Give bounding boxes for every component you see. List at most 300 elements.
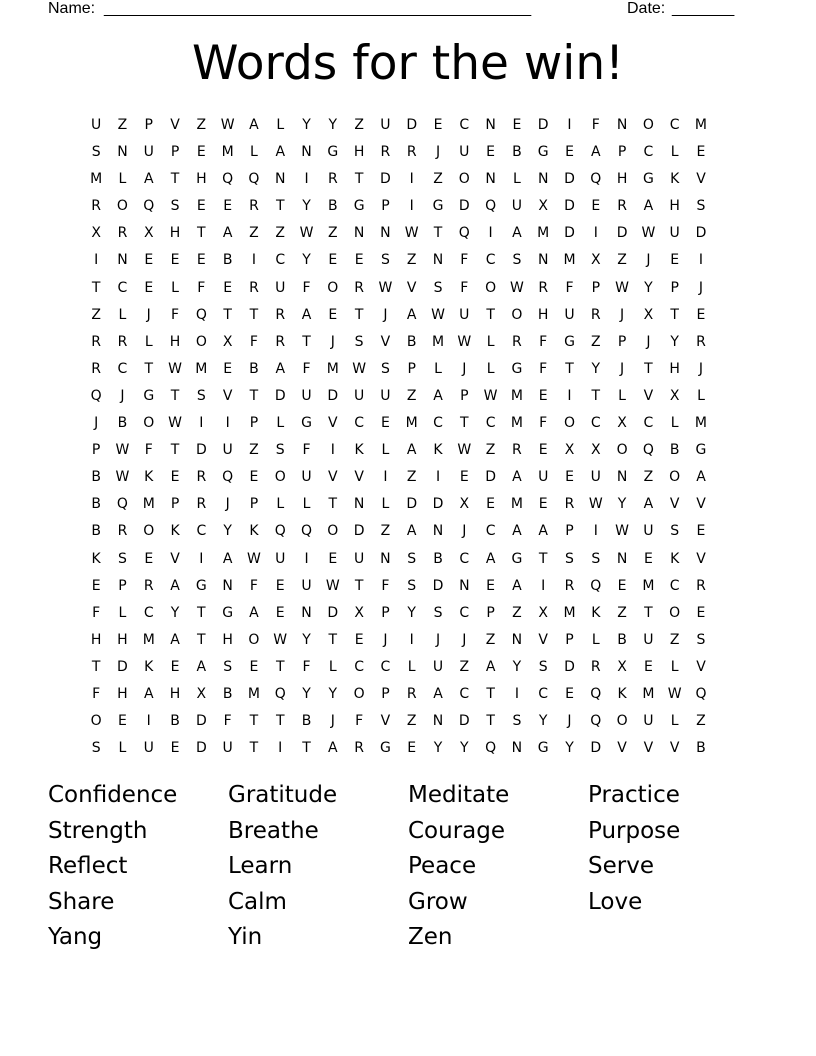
grid-cell: V xyxy=(328,415,338,432)
grid-cell: C xyxy=(459,685,470,702)
grid-cell: E xyxy=(170,658,180,675)
grid-cell: Q xyxy=(195,306,207,323)
grid-cell: M xyxy=(90,171,103,188)
grid-cell: F xyxy=(197,279,206,296)
grid-cell: E xyxy=(591,198,601,215)
grid-cell: G xyxy=(564,333,575,350)
grid-cell: A xyxy=(222,225,233,242)
grid-cell: H xyxy=(669,360,680,377)
grid-row xyxy=(83,600,739,627)
grid-cell: L xyxy=(118,306,127,323)
grid-cell: Z xyxy=(669,631,680,648)
grid-cell: Z xyxy=(249,225,259,242)
grid-cell: I xyxy=(541,577,546,594)
name-label: Name: xyxy=(48,0,96,17)
grid-cell: R xyxy=(275,306,286,323)
grid-cell: L xyxy=(328,658,337,675)
grid-cell: L xyxy=(670,658,679,675)
grid-cell: C xyxy=(143,604,154,621)
grid-cell: N xyxy=(432,252,444,269)
grid-cell: I xyxy=(146,713,151,730)
grid-cell: O xyxy=(90,713,102,730)
grid-cell: J xyxy=(462,360,467,377)
grid-cell: F xyxy=(302,442,311,459)
grid-cell: Z xyxy=(196,117,207,133)
grid-cell: A xyxy=(512,225,522,242)
grid-cell: U xyxy=(459,144,470,161)
grid-cell: N xyxy=(511,740,523,757)
grid-cell: E xyxy=(643,658,653,675)
grid-cell: N xyxy=(353,496,365,513)
grid-cell: Q xyxy=(301,523,313,540)
grid-cell: R xyxy=(696,333,706,350)
grid-cell: D xyxy=(195,713,207,730)
grid-cell: N xyxy=(537,171,549,188)
grid-cell: A xyxy=(643,198,654,215)
grid-cell: X xyxy=(538,604,548,621)
grid-row xyxy=(83,139,739,166)
grid-cell: J xyxy=(120,387,125,404)
grid-cell: Y xyxy=(591,360,601,377)
header xyxy=(48,0,748,20)
grid-row xyxy=(83,410,739,437)
grid-cell: R xyxy=(564,496,575,513)
grid-cell: C xyxy=(196,523,207,540)
grid-cell: P xyxy=(381,685,390,702)
grid-cell: J xyxy=(646,252,651,269)
grid-cell: G xyxy=(143,387,155,404)
grid-cell: K xyxy=(144,658,154,675)
grid-cell: D xyxy=(695,225,707,242)
grid-cell: H xyxy=(196,171,207,188)
grid-cell: Z xyxy=(91,306,101,323)
grid-cell: D xyxy=(274,387,286,404)
grid-cell: E xyxy=(275,604,285,621)
grid-cell: R xyxy=(91,333,102,350)
grid-cell: L xyxy=(697,387,705,404)
grid-cell: E xyxy=(459,469,469,486)
grid-cell: E xyxy=(354,252,364,269)
grid-cell: J xyxy=(225,496,230,513)
grid-cell: Z xyxy=(485,631,496,648)
word-list-item: Learn xyxy=(228,853,293,880)
grid-cell: W xyxy=(615,279,629,296)
grid-cell: J xyxy=(620,360,625,377)
grid-cell: O xyxy=(616,442,628,459)
grid-cell: W xyxy=(168,415,182,432)
grid-cell: X xyxy=(143,225,154,242)
grid-cell: Q xyxy=(590,577,602,594)
grid-cell: W xyxy=(588,496,603,513)
grid-cell: S xyxy=(433,279,443,296)
grid-cell: T xyxy=(197,225,206,242)
grid-cell: G xyxy=(511,550,523,567)
grid-cell: T xyxy=(197,604,206,621)
grid-cell: H xyxy=(117,685,128,702)
grid-cell: N xyxy=(222,577,233,594)
grid-cell: Z xyxy=(512,604,522,621)
grid-cell: U xyxy=(538,469,549,486)
grid-cell: Q xyxy=(274,523,286,540)
grid-cell: L xyxy=(381,442,390,459)
grid-cell: D xyxy=(327,387,339,404)
grid-cell: R xyxy=(249,198,259,215)
grid-cell: R xyxy=(354,279,364,296)
grid-cell: E xyxy=(144,550,154,567)
word-list-item: Courage xyxy=(408,817,506,844)
grid-cell: S xyxy=(118,550,127,567)
word-list-row xyxy=(48,814,768,850)
grid-cell: E xyxy=(144,279,154,296)
grid-row xyxy=(83,275,739,302)
grid-cell: E xyxy=(223,279,233,296)
grid-cell: E xyxy=(328,306,338,323)
grid-cell: J xyxy=(383,306,388,323)
grid-cell: A xyxy=(275,360,286,377)
grid-cell: I xyxy=(304,550,309,567)
grid-cell: K xyxy=(91,550,101,567)
grid-cell: S xyxy=(433,604,443,621)
grid-row xyxy=(83,546,739,573)
grid-cell: U xyxy=(222,740,233,757)
grid-cell: S xyxy=(565,550,574,567)
grid-cell: A xyxy=(196,658,207,675)
grid-cell: K xyxy=(144,469,154,486)
grid-cell: O xyxy=(248,631,260,648)
grid-cell: Y xyxy=(433,740,443,757)
grid-cell: D xyxy=(590,740,602,757)
grid-cell: F xyxy=(92,685,101,702)
date-field[interactable]: _______ xyxy=(672,0,735,17)
grid-cell: E xyxy=(538,496,548,513)
grid-cell: G xyxy=(537,144,549,161)
grid-cell: K xyxy=(433,442,443,459)
word-list-row xyxy=(48,849,768,885)
grid-cell: T xyxy=(460,415,469,432)
grid-cell: H xyxy=(169,333,181,350)
grid-cell: D xyxy=(432,577,444,594)
grid-cell: W xyxy=(667,685,682,702)
grid-cell: N xyxy=(432,713,444,730)
grid-cell: Z xyxy=(406,252,417,269)
grid-cell: O xyxy=(327,279,339,296)
grid-cell: U xyxy=(643,523,654,540)
grid-cell: F xyxy=(539,415,548,432)
word-list-item: Peace xyxy=(408,853,477,880)
grid-cell: Q xyxy=(695,685,707,702)
word-list-item: Zen xyxy=(408,924,453,951)
grid-cell: Y xyxy=(302,685,311,702)
grid-cell: D xyxy=(564,171,575,188)
grid-cell: R xyxy=(354,740,364,757)
grid-cell: P xyxy=(170,496,180,513)
grid-cell: M xyxy=(195,360,208,377)
word-list xyxy=(48,778,768,956)
grid-cell: C xyxy=(459,550,470,567)
grid-cell: B xyxy=(222,252,233,269)
grid-cell: Q xyxy=(116,496,128,513)
grid-cell: F xyxy=(539,333,548,350)
grid-cell: A xyxy=(485,550,496,567)
grid-row xyxy=(83,247,739,274)
grid-cell: J xyxy=(462,631,467,648)
grid-cell: W xyxy=(168,360,182,377)
grid-cell: D xyxy=(616,225,628,242)
grid-cell: I xyxy=(225,415,230,432)
grid-cell: K xyxy=(249,523,259,540)
grid-cell: E xyxy=(170,469,180,486)
grid-cell: M xyxy=(142,631,155,648)
grid-cell: T xyxy=(275,713,285,730)
grid-cell: X xyxy=(617,415,627,432)
grid-cell: W xyxy=(378,279,393,296)
grid-cell: D xyxy=(353,523,365,540)
grid-cell: A xyxy=(406,306,417,323)
grid-cell: Z xyxy=(643,469,654,486)
grid-cell: B xyxy=(617,631,627,648)
grid-cell: I xyxy=(593,523,598,540)
grid-cell: C xyxy=(643,144,654,161)
letter-grid xyxy=(83,112,739,762)
grid-cell: V xyxy=(669,496,680,513)
grid-cell: P xyxy=(460,387,469,404)
grid-cell: G xyxy=(222,604,234,621)
grid-cell: E xyxy=(643,550,653,567)
grid-cell: U xyxy=(459,306,470,323)
grid-cell: Y xyxy=(617,496,627,513)
grid-cell: E xyxy=(275,577,285,594)
grid-cell: X xyxy=(91,225,101,242)
grid-row xyxy=(83,654,739,681)
grid-cell: E xyxy=(328,252,338,269)
grid-cell: P xyxy=(591,279,601,296)
grid-cell: B xyxy=(222,685,233,702)
grid-cell: E xyxy=(328,550,338,567)
grid-cell: T xyxy=(354,171,364,188)
grid-cell: M xyxy=(510,415,523,432)
grid-cell: T xyxy=(354,577,364,594)
grid-cell: R xyxy=(538,279,549,296)
grid-cell: L xyxy=(276,496,285,513)
grid-cell: Z xyxy=(117,117,128,133)
grid-cell: N xyxy=(301,604,312,621)
grid-cell: P xyxy=(249,415,259,432)
grid-cell: C xyxy=(117,360,128,377)
grid-cell: W xyxy=(457,442,472,459)
grid-cell: A xyxy=(406,442,417,459)
grid-cell: A xyxy=(170,577,180,594)
grid-cell: G xyxy=(537,740,549,757)
grid-cell: E xyxy=(407,740,417,757)
grid-cell: D xyxy=(432,496,444,513)
grid-cell: Z xyxy=(406,469,417,486)
grid-cell: U xyxy=(643,631,654,648)
word-list-item: Strength xyxy=(48,817,148,844)
grid-cell: Q xyxy=(590,685,602,702)
grid-row xyxy=(83,735,739,762)
grid-cell: C xyxy=(459,117,470,133)
grid-cell: T xyxy=(197,631,206,648)
grid-cell: A xyxy=(301,306,312,323)
grid-cell: D xyxy=(564,225,575,242)
grid-cell: P xyxy=(118,577,127,594)
grid-cell: N xyxy=(301,144,312,161)
grid-cell: T xyxy=(275,198,285,215)
grid-cell: Q xyxy=(274,685,286,702)
grid-cell: E xyxy=(696,306,706,323)
grid-cell: L xyxy=(407,658,416,675)
word-list-item: Serve xyxy=(588,853,654,880)
grid-cell: G xyxy=(379,740,391,757)
grid-cell: D xyxy=(195,740,207,757)
grid-row xyxy=(83,329,739,356)
grid-row xyxy=(83,627,739,654)
grid-cell: U xyxy=(275,279,286,296)
grid-cell: R xyxy=(275,333,286,350)
grid-cell: Y xyxy=(302,198,311,215)
grid-cell: Q xyxy=(458,225,470,242)
grid-cell: U xyxy=(380,387,391,404)
grid-cell: K xyxy=(170,523,180,540)
grid-cell: R xyxy=(406,685,417,702)
grid-cell: N xyxy=(117,144,128,161)
grid-cell: Y xyxy=(670,333,679,350)
grid-row xyxy=(83,437,739,464)
grid-cell: X xyxy=(196,685,207,702)
grid-cell: O xyxy=(116,198,128,215)
grid-cell: S xyxy=(223,658,233,675)
grid-cell: I xyxy=(304,171,309,188)
grid-cell: Y xyxy=(328,685,338,702)
grid-cell: S xyxy=(275,442,285,459)
grid-cell: M xyxy=(694,415,708,432)
grid-cell: U xyxy=(222,442,233,459)
grid-row xyxy=(83,708,739,735)
grid-cell: E xyxy=(512,117,522,133)
grid-cell: D xyxy=(195,442,207,459)
grid-row xyxy=(83,166,739,193)
grid-cell: R xyxy=(196,469,207,486)
grid-cell: E xyxy=(696,523,706,540)
grid-cell: J xyxy=(435,631,441,648)
grid-cell: E xyxy=(249,658,259,675)
grid-cell: I xyxy=(383,469,388,486)
grid-cell: C xyxy=(380,658,391,675)
grid-row xyxy=(83,193,739,220)
grid-cell: G xyxy=(353,198,365,215)
grid-cell: O xyxy=(143,523,155,540)
grid-cell: X xyxy=(538,198,548,215)
grid-cell: V xyxy=(696,171,706,188)
grid-cell: O xyxy=(195,333,207,350)
grid-cell: F xyxy=(381,577,390,594)
grid-cell: C xyxy=(485,415,496,432)
grid-cell: W xyxy=(404,225,419,242)
grid-cell: W xyxy=(509,279,524,296)
grid-cell: S xyxy=(380,252,390,269)
grid-cell: D xyxy=(327,604,339,621)
grid-cell: C xyxy=(669,117,680,133)
grid-cell: B xyxy=(91,523,101,540)
grid-cell: B xyxy=(433,550,443,567)
grid-cell: M xyxy=(405,415,418,432)
grid-cell: R xyxy=(590,306,601,323)
grid-cell: N xyxy=(511,631,523,648)
grid-cell: D xyxy=(406,117,418,133)
grid-cell: U xyxy=(564,306,575,323)
grid-cell: H xyxy=(169,225,181,242)
grid-cell: Q xyxy=(143,198,155,215)
grid-cell: M xyxy=(510,387,523,404)
grid-cell: Q xyxy=(248,171,260,188)
grid-cell: L xyxy=(670,144,679,161)
grid-cell: V xyxy=(380,333,391,350)
name-field[interactable]: ________________________________________________ xyxy=(104,0,532,17)
grid-cell: B xyxy=(406,333,417,350)
grid-cell: L xyxy=(434,360,442,377)
grid-cell: N xyxy=(485,171,496,188)
grid-cell: B xyxy=(696,740,706,757)
grid-cell: C xyxy=(117,279,128,296)
grid-cell: W xyxy=(431,306,445,323)
grid-cell: W xyxy=(457,333,472,350)
grid-cell: P xyxy=(617,333,627,350)
grid-cell: B xyxy=(249,360,259,377)
grid-cell: T xyxy=(486,306,495,323)
grid-cell: J xyxy=(94,415,99,432)
grid-row xyxy=(83,491,739,518)
grid-row xyxy=(83,302,739,329)
grid-cell: I xyxy=(278,740,283,757)
grid-cell: M xyxy=(142,496,155,513)
grid-cell: H xyxy=(537,306,549,323)
grid-row xyxy=(83,573,739,600)
grid-cell: C xyxy=(433,415,443,432)
grid-cell: R xyxy=(143,577,154,594)
grid-cell: D xyxy=(406,496,418,513)
grid-cell: I xyxy=(567,387,572,404)
grid-cell: Y xyxy=(223,523,232,540)
grid-cell: L xyxy=(670,415,679,432)
grid-cell: E xyxy=(538,387,548,404)
grid-cell: Q xyxy=(222,469,234,486)
grid-cell: S xyxy=(512,252,522,269)
grid-cell: A xyxy=(328,740,338,757)
grid-cell: H xyxy=(222,631,233,648)
grid-cell: E xyxy=(696,604,706,621)
grid-cell: N xyxy=(380,225,391,242)
grid-cell: A xyxy=(696,469,706,486)
grid-cell: Q xyxy=(90,387,102,404)
grid-cell: A xyxy=(170,631,180,648)
grid-cell: W xyxy=(615,523,629,540)
grid-cell: A xyxy=(249,604,259,621)
grid-cell: I xyxy=(251,252,256,269)
grid-cell: S xyxy=(407,577,417,594)
grid-cell: S xyxy=(170,198,180,215)
grid-cell: Z xyxy=(354,117,364,133)
grid-cell: E xyxy=(538,442,548,459)
grid-cell: L xyxy=(276,117,285,133)
grid-cell: Z xyxy=(590,333,601,350)
grid-cell: E xyxy=(196,252,206,269)
grid-cell: V xyxy=(406,279,417,296)
grid-cell: F xyxy=(591,117,600,133)
grid-cell: Z xyxy=(485,442,496,459)
grid-cell: G xyxy=(195,577,207,594)
grid-cell: V xyxy=(380,713,391,730)
grid-cell: Q xyxy=(485,198,497,215)
